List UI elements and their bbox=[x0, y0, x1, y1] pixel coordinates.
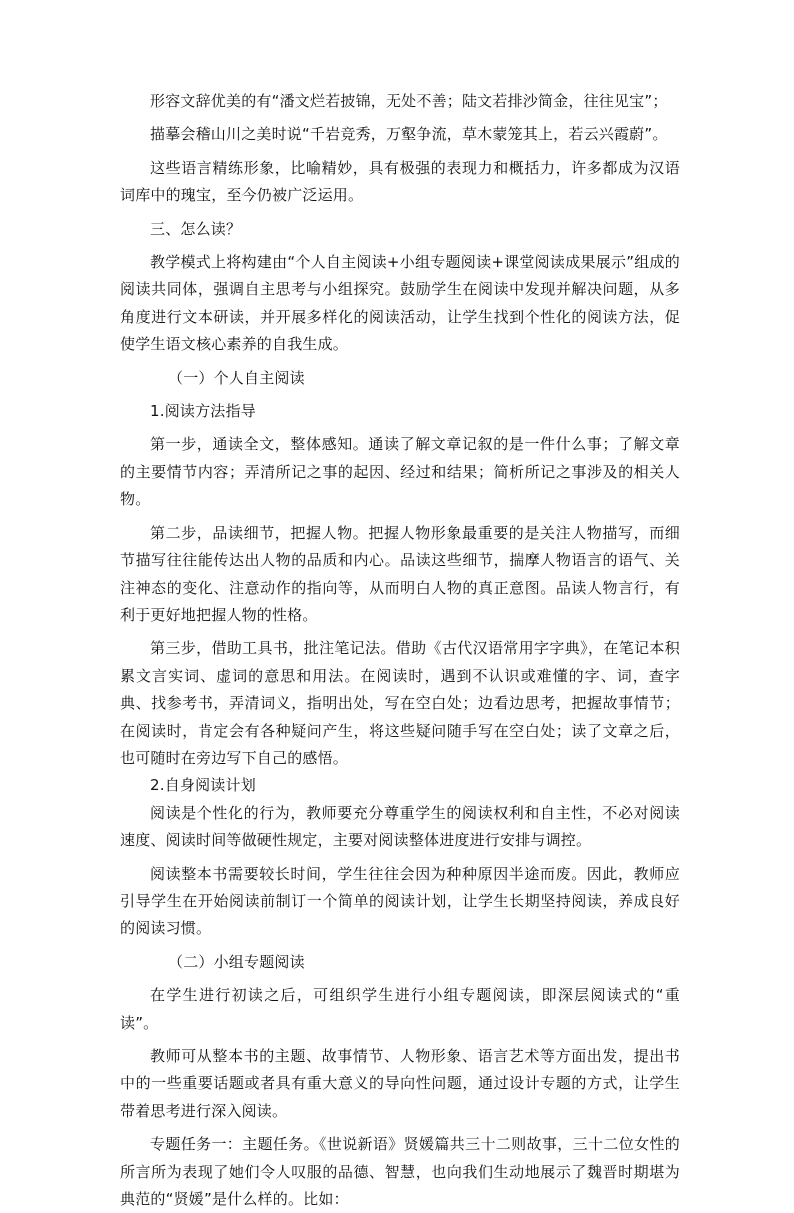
subsection-heading: 1.阅读方法指导 bbox=[150, 402, 256, 421]
subsection-heading: （二）小组专题阅读 bbox=[168, 952, 305, 971]
paragraph: 专题任务一：主题任务。《世说新语》贤媛篇共三十二则故事，三十二位女性的所言所为表现了她们令人叹服的品德、智慧，也向我们生动地展示了魏晋时期堪为典范的“贤媛”是什么样的。比如： bbox=[120, 1135, 680, 1209]
paragraph: 教师可从整本书的主题、故事情节、人物形象、语言艺术等方面出发，提出书中的一些重要话题或者具有重大意义的导向性问题，通过设计专题的方式，让学生带着思考进行深入阅读。 bbox=[120, 1047, 680, 1120]
paragraph: 第三步，借助工具书，批注笔记法。借助《古代汉语常用字字典》，在笔记本积累文言实词、虚词的意思和用法。在阅读时，遇到不认识或难懂的字、词，查字典、找参考书，弄清词义，指明出处，写在空白处；边看边思考，把握故事情节；在阅读时，肯定会有各种疑问产生，将这些疑问随手写在空白处；读了文章之后，也可随时在旁边写下自己的感悟。 bbox=[120, 639, 680, 767]
paragraph: 这些语言精练形象，比喻精妙，具有极强的表现力和概括力，许多都成为汉语词库中的瑰宝，至今仍被广泛运用。 bbox=[120, 158, 680, 205]
paragraph: 形容文辞优美的有“潘文烂若披锦，无处不善；陆文若排沙简金，往往见宝”； bbox=[150, 92, 668, 110]
paragraph: 在学生进行初读之后，可组织学生进行小组专题阅读，即深层阅读式的“重读”。 bbox=[120, 986, 680, 1032]
paragraph: 第二步，品读细节，把握人物。把握人物形象最重要的是关注人物描写，而细节描写往往能传达出人物的品质和内心。品读这些细节，揣摩人物语言的语气、关注神态的变化、注意动作的指向等，从而明白人物的真正意图。品读人物言行，有利于更好地把握人物的性格。 bbox=[120, 523, 680, 624]
subsection-heading: 2.自身阅读计划 bbox=[150, 776, 256, 795]
paragraph: 描摹会稽山川之美时说“千岩竞秀，万壑争流，草木蒙笼其上，若云兴霞蔚”。 bbox=[150, 125, 668, 144]
paragraph: 教学模式上将构建由“个人自主阅读+小组专题阅读+课堂阅读成果展示”组成的阅读共同体，强调自主思考与小组探究。鼓励学生在阅读中发现并解决问题，从多角度进行文本研读，并开展多样化的阅读活动，让学生找到个性化的阅读方法，促使学生语文核心素养的自我生成。 bbox=[120, 253, 680, 354]
paragraph: 阅读是个性化的行为，教师要充分尊重学生的阅读权利和自主性，不必对阅读速度、阅读时间等做硬性规定，主要对阅读整体进度进行安排与调控。 bbox=[120, 803, 680, 850]
document-body bbox=[120, 88, 680, 1213]
subsection-heading: （一）个人自主阅读 bbox=[168, 368, 305, 387]
paragraph: 第一步，通读全文，整体感知。通读了解文章记叙的是一件什么事；了解文章的主要情节内容；弄清所记之事的起因、经过和结果；简析所记之事涉及的相关人物。 bbox=[120, 435, 680, 509]
paragraph: 阅读整本书需要较长时间，学生往往会因为种种原因半途而废。因此，教师应引导学生在开始阅读前制订一个简单的阅读计划，让学生长期坚持阅读，养成良好的阅读习惯。 bbox=[120, 864, 680, 938]
section-heading: 三、怎么读？ bbox=[150, 219, 242, 238]
